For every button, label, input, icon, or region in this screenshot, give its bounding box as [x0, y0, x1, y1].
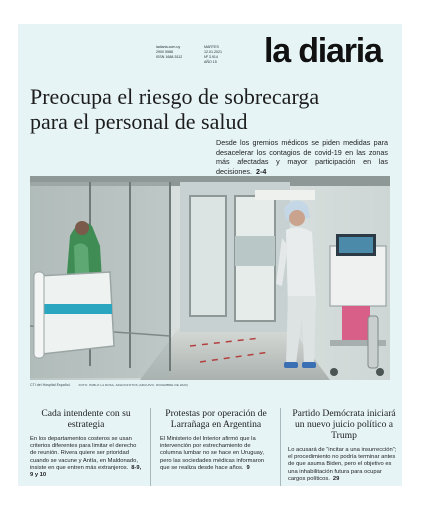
story-1-title: Cada intendente con su estrategia — [41, 408, 131, 430]
story-column-1 — [30, 408, 142, 479]
issue-number: Nº 3.914 — [204, 55, 218, 59]
website-url: ladiaria.com.uy — [156, 45, 181, 49]
story-2-text: El Ministerio del Interior afirmó que la intervención por estrechamiento de columna lumbar no se hace en Uruguay, pero las sociedades médicas informaron que se realiza desde hace años. — [160, 436, 265, 471]
issue-date: 12.01.2021 — [204, 50, 222, 54]
story-3-title: Partido Demócrata iniciará un nuevo juicio político a Trump — [292, 408, 396, 441]
hospital-icu-photo — [30, 176, 390, 380]
icu-photo-illustration — [30, 176, 390, 380]
newspaper-front-page — [18, 24, 402, 486]
story-1-body — [30, 436, 142, 479]
masthead-contact-info — [156, 45, 182, 60]
story-1-text: En los departamentos costeros se usan criterios diferentes para limitar el derecho de reunión. Rivera quiere ser prioridad cuando se vacune y Antía, en Maldonado, insiste en que entren más extranjeros. — [30, 436, 138, 471]
column-divider-2 — [280, 408, 281, 486]
story-3-body — [288, 447, 400, 483]
phone-number: 2900 5988 — [156, 50, 173, 54]
main-headline — [30, 84, 370, 134]
issn-number: ISSN 1688-5112 — [156, 55, 183, 59]
deck-page-ref: 2-4 — [255, 166, 267, 176]
photo-caption — [30, 383, 188, 387]
photo-credit: FOTO: PABLO LA ROSA, ADHOCFOTOS (ARCHIVO, DICIEMBRE DE 2020) — [78, 383, 188, 387]
headline-deck — [216, 138, 388, 176]
deck-text: Desde los gremios médicos se piden medidas para desacelerar los contagios de covid-19 en las zonas más afectadas y mayor participación en las decisiones. — [216, 138, 388, 176]
story-2-title: Protestas por operación de Larrañaga en Argentina — [165, 408, 267, 430]
story-2-page-ref: 9 — [246, 464, 250, 471]
newspaper-logo: la diaria — [264, 32, 382, 70]
story-3-text: Lo acusará de “incitar a una insurrección”; el procedimiento no podría terminar antes de que asuma Biden, pero el objetivo es una inhabilitación futura para ocupar cargos políticos. — [288, 447, 397, 482]
story-1-page-ref: 8-9, 9 y 10 — [30, 464, 142, 479]
caption-text: CTI del Hospital Español. — [30, 383, 71, 387]
story-column-2 — [160, 408, 272, 472]
column-divider-1 — [150, 408, 151, 486]
story-2-body — [160, 436, 272, 472]
headline-line-2: para el personal de salud — [30, 109, 248, 134]
issue-year: AÑO 15 — [204, 60, 217, 64]
masthead — [18, 24, 402, 80]
headline-line-1: Preocupa el riesgo de sobrecarga — [30, 84, 320, 109]
weekday: MARTES — [204, 45, 219, 49]
story-column-3 — [288, 408, 400, 483]
story-3-page-ref: 29 — [332, 475, 340, 482]
masthead-issue-info — [204, 45, 222, 65]
